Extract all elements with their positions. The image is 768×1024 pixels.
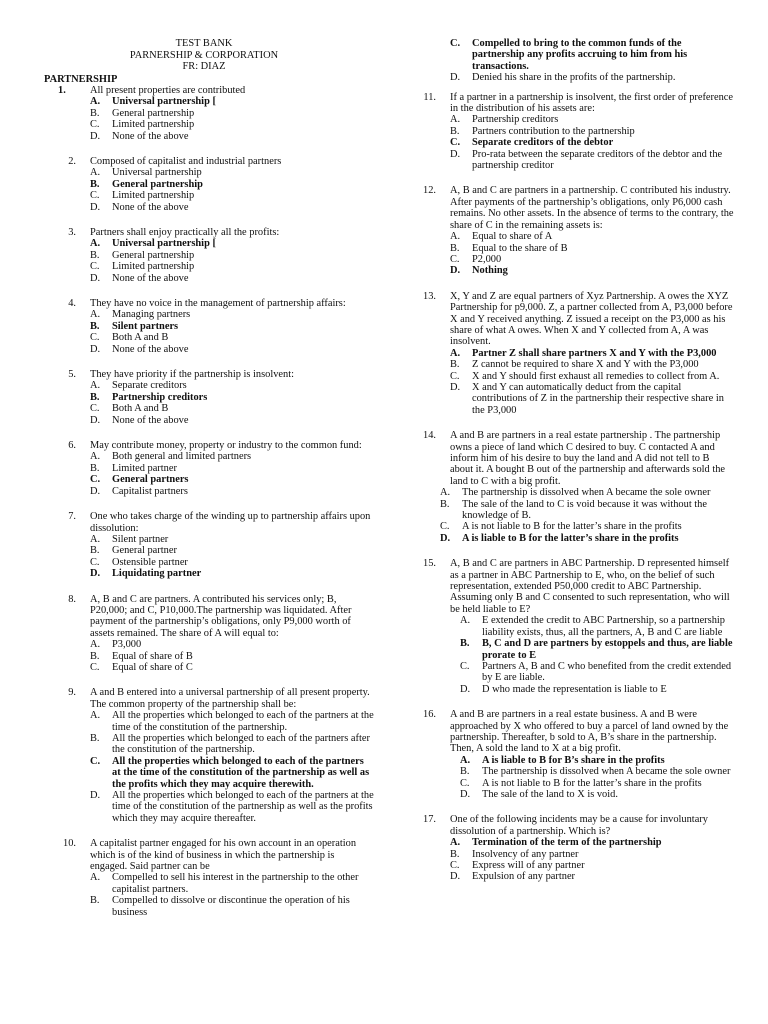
question-13-option <box>450 371 734 382</box>
question-10-continued <box>404 38 734 84</box>
header-source: FR: DIAZ <box>182 61 226 72</box>
option-letter: D. <box>450 381 461 393</box>
option-letter: C. <box>90 403 100 415</box>
option-letter: C. <box>90 190 100 202</box>
option-text: E extended the credit to ABC Partnership, so a partnership liability exists, thus, all the partners, A, B and C are liable <box>482 615 725 638</box>
option-text: Both A and B <box>112 332 169 344</box>
question-10-option <box>450 72 734 83</box>
option-letter: D. <box>450 871 461 883</box>
question-number: 12. <box>423 185 436 197</box>
option-letter: A. <box>90 872 101 884</box>
option-letter: C. <box>450 860 460 871</box>
question-17-option <box>450 849 734 860</box>
option-text: Compelled to dissolve or discontinue the operation of his business <box>112 895 350 918</box>
option-letter: B. <box>90 178 100 190</box>
question-stem: A, B and C are partners. A contributed his services only; B, P20,000; and C, P10,000.The partnership was liquidated. After payment of the partnership’s obligations, only P9,000 worth of assets remained. The share of A will equal to: <box>90 593 352 639</box>
option-text: Compelled to sell his interest in the partnership to the other capitalist partners. <box>112 872 359 895</box>
question-stem: A and B are partners in a real estate partnership . The partnership owns a piece of land which C desired to buy. C contacted A and inform him of his desire to buy the land and A did not tell to B about it. A bought B out of the partnership and afterwards sold the land to C with a big profit. <box>450 430 726 487</box>
option-letter: B. <box>460 638 470 650</box>
question-10-option <box>90 872 374 895</box>
option-text: Equal of share of C <box>112 661 193 673</box>
option-letter: D. <box>450 148 461 160</box>
question-16-option <box>460 778 734 789</box>
option-text: X and Y can automatically deduct from the capital contributions of Z in the partnership their respective share in the P3,000 <box>472 381 724 416</box>
option-text: Partner Z shall share partners X and Y with the P3,000 <box>472 347 717 359</box>
option-text: Universal partnership [ <box>112 96 216 108</box>
option-text: A is liable to B for the latter’s share in the profits <box>462 532 679 544</box>
question-stem: A and B entered into a universal partnership of all present property. The common property of the partnership shall be: <box>90 687 370 710</box>
question-11 <box>404 92 734 172</box>
option-text: Limited partnership <box>112 190 195 202</box>
option-text: The sale of the land to C is void because it was without the knowledge of B. <box>462 498 707 522</box>
option-letter: A. <box>90 96 101 108</box>
option-text: P3,000 <box>112 639 142 651</box>
option-text: The sale of the land to X is void. <box>482 788 618 800</box>
option-letter: D. <box>460 683 471 695</box>
question-stem: All present properties are contributed <box>90 84 246 96</box>
question-9-option <box>90 710 374 733</box>
question-5-option <box>90 392 374 403</box>
option-text: Liquidating partner <box>112 568 202 580</box>
question-2-option <box>90 190 374 201</box>
question-12-option <box>450 231 734 242</box>
question-15-option <box>460 684 734 695</box>
question-2-option <box>90 167 374 178</box>
option-letter: B. <box>450 125 460 137</box>
option-text: Partnership creditors <box>472 114 559 126</box>
question-3-option <box>90 250 374 261</box>
option-letter: D. <box>90 414 101 426</box>
question-11-option <box>450 137 734 148</box>
question-8-option <box>90 651 374 662</box>
option-text: Insolvency of any partner <box>472 848 579 860</box>
option-text: Z cannot be required to share X and Y with the P3,000 <box>472 359 699 371</box>
header-title: TEST BANK <box>175 38 233 49</box>
option-text: Partners contribution to the partnership <box>472 125 635 137</box>
question-number: 15. <box>423 558 436 570</box>
option-letter: B. <box>90 107 100 119</box>
option-letter: C. <box>90 755 101 767</box>
option-letter: A. <box>90 451 101 463</box>
section-title: PARTNERSHIP <box>44 73 118 85</box>
option-letter: D. <box>460 788 471 800</box>
question-13-option <box>450 348 734 359</box>
question-3 <box>44 227 374 284</box>
option-text: B, C and D are partners by estoppels and thus, are liable prorate to E <box>482 638 733 661</box>
question-1 <box>44 85 374 142</box>
option-letter: B. <box>90 249 100 261</box>
option-letter: A. <box>450 231 461 243</box>
question-4-option <box>90 321 374 332</box>
question-number: 7. <box>68 511 76 523</box>
option-letter: A. <box>450 347 461 359</box>
option-letter: A. <box>90 533 101 545</box>
question-16 <box>404 709 734 800</box>
question-10-option <box>450 38 734 72</box>
option-text: Universal partnership <box>112 167 202 179</box>
option-letter: B. <box>460 766 470 778</box>
question-10-option <box>90 895 374 918</box>
option-letter: B. <box>450 242 460 254</box>
question-stem: They have no voice in the management of partnership affairs: <box>90 298 346 309</box>
question-number: 14. <box>423 430 436 442</box>
option-letter: B. <box>90 545 100 557</box>
question-7-option <box>90 545 374 556</box>
question-14-option <box>440 521 734 532</box>
option-letter: B. <box>90 733 100 744</box>
option-text: General partnership <box>112 178 203 190</box>
question-10 <box>44 838 374 918</box>
question-number: 2. <box>68 155 76 167</box>
option-letter: A. <box>90 309 101 321</box>
option-letter: C. <box>460 660 470 672</box>
option-letter: C. <box>90 661 100 673</box>
option-text: Limited partnership <box>112 119 195 131</box>
question-stem: A, B and C are partners in ABC Partnership. D represented himself as a partner in ABC Partnership to E, who, on the belief of such representation, extended P50,000 credit to ABC Partnership. Assuming only B and C consented to such representation, who will be held liable to E? <box>450 558 730 615</box>
option-letter: B. <box>90 895 100 907</box>
question-number: 17. <box>423 814 436 826</box>
question-1-option <box>90 119 374 130</box>
option-text: The partnership is dissolved when A became the sole owner <box>482 766 731 778</box>
option-text: Partnership creditors <box>112 391 208 403</box>
option-letter: B. <box>90 650 100 662</box>
option-text: Limited partner <box>112 462 177 474</box>
question-7 <box>44 511 374 579</box>
question-16-option <box>460 789 734 800</box>
option-letter: B. <box>450 359 460 371</box>
option-text: A is liable to B for B’s share in the profits <box>482 754 665 766</box>
option-text: All the properties which belonged to each of the partners at the time of the constitution of the partnership as well as the profits which they may acquire therewith. <box>112 755 370 790</box>
option-text: Silent partner <box>112 533 169 545</box>
option-text: Managing partners <box>112 309 191 321</box>
question-13-option <box>450 359 734 370</box>
question-2-option <box>90 202 374 213</box>
question-14-option <box>440 487 734 498</box>
option-text: D who made the representation is liable to E <box>482 683 667 695</box>
option-text: None of the above <box>112 201 189 213</box>
option-text: Nothing <box>472 265 508 277</box>
question-3-option <box>90 261 374 272</box>
question-17-option <box>450 837 734 848</box>
question-4-option <box>90 344 374 355</box>
question-5-option <box>90 415 374 426</box>
option-text: General partnership <box>112 107 195 119</box>
question-number: 5. <box>68 369 76 381</box>
question-1-option <box>90 131 374 142</box>
question-6-option <box>90 474 374 485</box>
option-letter: D. <box>90 343 101 355</box>
question-2-option <box>90 179 374 190</box>
option-text: Separate creditors of the debtor <box>472 137 614 149</box>
question-7-option <box>90 568 374 579</box>
question-stem: A, B and C are partners in a partnership. C contributed his industry. After payments of the partnership’s obligations, only P6,000 cash remains. No other assets. In the absence of terms to the contrary, the share of C in the remaining assets is: <box>450 185 734 231</box>
option-text: A is not liable to B for the latter’s share in the profits <box>482 777 702 789</box>
question-6-option <box>90 463 374 474</box>
option-letter: B. <box>90 391 100 403</box>
option-text: All the properties which belonged to each of the partners at the time of the constitution of the partnership as well as the profits which they may acquire thereafter. <box>112 790 374 824</box>
option-text: Equal of share of B <box>112 650 193 662</box>
question-17 <box>404 814 734 882</box>
left-column <box>44 38 374 932</box>
option-letter: A. <box>450 837 461 849</box>
question-stem: A and B are partners in a real estate business. A and B were approached by X who offered to buy a parcel of land owned by the partnership. Thereafter, b sold to A, B’s share in the partnership. Then, A sold the land to X at a big profit. <box>450 709 729 755</box>
question-13-option <box>450 382 734 416</box>
question-12 <box>404 185 734 276</box>
question-9 <box>44 687 374 824</box>
option-text: Ostensible partner <box>112 556 188 568</box>
question-12-option <box>450 265 734 276</box>
question-4 <box>44 298 374 355</box>
option-letter: C. <box>440 521 450 533</box>
option-text: Universal partnership [ <box>112 238 216 250</box>
question-11-option <box>450 114 734 125</box>
option-text: General partners <box>112 474 189 486</box>
question-2 <box>44 156 374 213</box>
question-11-option <box>450 149 734 172</box>
option-text: General partnership <box>112 249 195 261</box>
question-stem: They have priority if the partnership is insolvent: <box>90 369 295 381</box>
option-letter: C. <box>90 119 100 131</box>
option-letter: A. <box>90 710 101 722</box>
question-number: 13. <box>423 290 436 302</box>
option-text: Compelled to bring to the common funds of the partnership any profits accruing to him from his transactions. <box>472 38 688 72</box>
option-letter: D. <box>90 201 101 213</box>
option-letter: C. <box>90 261 100 273</box>
option-text: P2,000 <box>472 253 502 265</box>
option-letter: D. <box>90 790 101 802</box>
option-letter: C. <box>450 137 461 149</box>
question-15-option <box>460 615 734 638</box>
question-stem: May contribute money, property or industry to the common fund: <box>90 440 362 452</box>
question-14-option <box>440 499 734 522</box>
option-letter: B. <box>90 462 100 474</box>
question-stem: One who takes charge of the winding up to partnership affairs upon dissolution: <box>90 511 371 534</box>
question-13 <box>404 291 734 416</box>
question-12-option <box>450 254 734 265</box>
question-17-option <box>450 871 734 882</box>
question-8 <box>44 594 374 674</box>
option-text: Separate creditors <box>112 380 187 392</box>
question-7-option <box>90 534 374 545</box>
option-letter: C. <box>450 38 461 49</box>
option-text: All the properties which belonged to each of the partners after the constitution of the partnership. <box>112 733 370 756</box>
question-stem: X, Y and Z are equal partners of Xyz Partnership. A owes the XYZ Partnership for p9,000. Z, a partner collected from A, P3,000 before X and Y received anything. Z issued a receipt on the P3,000 as his share of what A owes. When X and Y collected from A, A was insolvent. <box>450 290 733 348</box>
option-letter: B. <box>450 848 460 860</box>
option-text: Limited partnership <box>112 261 195 273</box>
option-text: Pro-rata between the separate creditors of the debtor and the partnership creditor <box>472 148 723 172</box>
question-5-option <box>90 403 374 414</box>
question-number: 11. <box>423 91 436 103</box>
question-6-option <box>90 451 374 462</box>
question-16-option <box>460 766 734 777</box>
option-letter: D. <box>450 72 461 84</box>
question-17-option <box>450 860 734 871</box>
option-text: General partner <box>112 545 177 557</box>
question-12-option <box>450 243 734 254</box>
option-text: None of the above <box>112 414 189 426</box>
question-number: 9. <box>68 687 76 699</box>
option-letter: D. <box>90 272 101 284</box>
question-15-option <box>460 638 734 661</box>
option-letter: B. <box>440 498 450 510</box>
option-text: None of the above <box>112 272 189 284</box>
option-letter: A. <box>90 238 101 250</box>
option-letter: C. <box>90 332 100 344</box>
option-text: Equal to share of A <box>472 231 553 243</box>
option-text: All the properties which belonged to each of the partners at the time of the constitution of the partnership. <box>112 710 374 733</box>
option-letter: A. <box>460 754 471 766</box>
option-text: Termination of the term of the partnership <box>472 837 662 849</box>
question-number: 1. <box>58 84 66 96</box>
question-9-option <box>90 733 374 756</box>
question-6 <box>44 440 374 497</box>
header-subtitle: PARNERSHIP & CORPORATION <box>129 49 279 61</box>
question-number: 10. <box>63 838 76 850</box>
question-number: 16. <box>423 709 436 721</box>
option-letter: A. <box>440 487 451 499</box>
question-number: 4. <box>68 298 76 309</box>
question-4-option <box>90 309 374 320</box>
option-text: The partnership is dissolved when A became the sole owner <box>462 487 711 499</box>
question-6-option <box>90 486 374 497</box>
left-question-list <box>44 85 374 918</box>
question-stem: Partners shall enjoy practically all the profits: <box>90 226 280 238</box>
question-5 <box>44 369 374 426</box>
option-text: None of the above <box>112 343 189 355</box>
question-8-option <box>90 639 374 650</box>
option-letter: B. <box>90 320 100 332</box>
option-text: Both A and B <box>112 403 169 415</box>
question-15-option <box>460 661 734 684</box>
option-text: Capitalist partners <box>112 485 188 497</box>
question-4-option <box>90 332 374 343</box>
question-number: 8. <box>68 593 76 605</box>
option-letter: A. <box>90 380 101 392</box>
question-14-option <box>440 533 734 544</box>
question-14 <box>404 430 734 544</box>
option-letter: C. <box>450 370 460 382</box>
right-column <box>404 38 734 897</box>
question-16-option <box>460 755 734 766</box>
question-stem: A capitalist partner engaged for his own account in an operation which is of the kind of business in which the partnership is engaged. Said partner can be <box>90 838 357 873</box>
question-9-option <box>90 756 374 790</box>
option-letter: A. <box>90 167 101 179</box>
option-text: Both general and limited partners <box>112 451 252 463</box>
option-text: Expulsion of any partner <box>472 871 576 883</box>
right-question-list <box>404 92 734 883</box>
option-text: Partners A, B and C who benefited from the credit extended by E are liable. <box>482 660 732 684</box>
option-letter: A. <box>460 615 471 627</box>
option-letter: D. <box>90 485 101 497</box>
option-text: Equal to the share of B <box>472 242 568 254</box>
question-number: 6. <box>68 440 76 452</box>
question-stem: One of the following incidents may be a cause for involuntary dissolution of a partnership. Which is? <box>450 814 708 837</box>
option-letter: C. <box>460 777 470 789</box>
question-number: 3. <box>68 226 76 238</box>
option-letter: D. <box>90 130 101 142</box>
question-1-option <box>90 108 374 119</box>
option-letter: D. <box>440 532 451 544</box>
option-letter: C. <box>90 556 100 568</box>
option-text: X and Y should first exhaust all remedies to collect from A. <box>472 370 720 382</box>
option-text: None of the above <box>112 130 189 142</box>
option-text: Express will of any partner <box>472 860 585 871</box>
option-text: Denied his share in the profits of the partnership. <box>472 72 676 84</box>
question-8-option <box>90 662 374 673</box>
option-letter: D. <box>90 568 101 580</box>
question-11-option <box>450 126 734 137</box>
question-1-option <box>90 96 374 107</box>
option-text: A is not liable to B for the latter’s share in the profits <box>462 521 682 533</box>
question-stem: If a partner in a partnership is insolvent, the first order of preference in the distribution of his assets are: <box>450 91 734 115</box>
option-letter: A. <box>90 639 101 651</box>
option-letter: C. <box>90 474 101 486</box>
option-text: Silent partners <box>112 320 179 332</box>
question-15 <box>404 558 734 695</box>
question-7-option <box>90 557 374 568</box>
question-5-option <box>90 380 374 391</box>
option-letter: A. <box>450 114 461 126</box>
document-header <box>44 38 364 73</box>
option-letter: D. <box>450 265 461 277</box>
question-9-option <box>90 790 374 824</box>
option-letter: C. <box>450 253 460 265</box>
question-3-option <box>90 273 374 284</box>
question-3-option <box>90 238 374 249</box>
question-stem: Composed of capitalist and industrial partners <box>90 155 282 167</box>
